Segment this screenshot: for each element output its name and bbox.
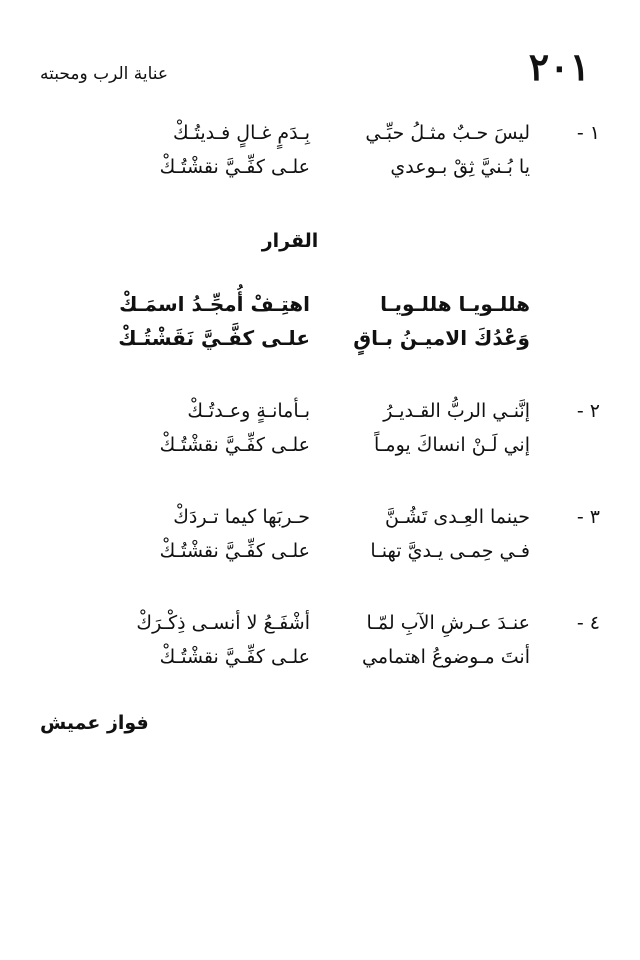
verse-line <box>40 326 600 360</box>
verse-number: ٢ - <box>576 400 600 422</box>
stanza-3 <box>40 506 600 574</box>
verse-number: ١ - <box>576 122 600 144</box>
stanza-1 <box>40 122 600 190</box>
first-hemistich: إنَّنـي الربُّ القـديـرُ <box>383 400 530 422</box>
page-header <box>40 44 590 94</box>
running-title: عناية الرب ومحبته <box>40 64 169 84</box>
author-name: فواز عميش <box>40 712 149 734</box>
first-hemistich: وَعْدُكَ الاميـنُ بـاقٍ <box>353 326 530 350</box>
verse-line <box>40 506 600 540</box>
second-hemistich: علـى كفَّـيَّ نَقَشْتُـكْ <box>118 326 310 350</box>
verse-line <box>40 646 600 680</box>
first-hemistich: إني لَـنْ انساكَ يومـاً <box>374 434 530 456</box>
stanza-4 <box>40 612 600 680</box>
verse-line <box>40 400 600 434</box>
first-hemistich: فـي حِمـى يـديَّ تهنـا <box>370 540 530 562</box>
second-hemistich: بِـدَمٍ غـالٍ فـديتُـكْ <box>173 122 310 144</box>
verse-line <box>40 434 600 468</box>
second-hemistich: حـربَها كيما تـردَكْ <box>173 506 310 528</box>
second-hemistich: علـى كفِّـيَّ نقشْتُـكْ <box>159 434 310 456</box>
second-hemistich: أشْفَـعُ لا أنسـى ذِكْـرَكْ <box>136 612 310 634</box>
second-hemistich: علـى كفِّـيَّ نقشْتُـكْ <box>159 646 310 668</box>
second-hemistich: علـى كفِّـيَّ نقشْتُـكْ <box>159 540 310 562</box>
verse-line <box>40 540 600 574</box>
verse-number: ٣ - <box>576 506 600 528</box>
verse-line <box>40 292 600 326</box>
first-hemistich: ليسَ حـبٌ مثـلُ حبِّـي <box>365 122 530 144</box>
second-hemistich: اهتِـفْ أُمجِّـدُ اسمَـكْ <box>119 292 310 316</box>
verse-number: ٤ - <box>576 612 600 634</box>
verse-line <box>40 122 600 156</box>
first-hemistich: يا بُـنيَّ ثِقْ بـوعدي <box>390 156 530 178</box>
second-hemistich: علـى كفِّـيَّ نقشْتُـكْ <box>159 156 310 178</box>
refrain <box>40 292 600 360</box>
stanza-2 <box>40 400 600 468</box>
first-hemistich: حينما العِـدى تَشُـنَّ <box>385 506 530 528</box>
verse-line <box>40 612 600 646</box>
first-hemistich: أنتَ مـوضوعُ اهتمامي <box>362 646 530 668</box>
verse-line <box>40 156 600 190</box>
first-hemistich: هللـويـا هللـويـا <box>380 292 530 316</box>
first-hemistich: عنـدَ عـرشِ الآبِ لمّـا <box>366 612 530 634</box>
refrain-title: القرار <box>261 230 319 252</box>
second-hemistich: بـأمانـةٍ وعـدتُـكْ <box>187 400 310 422</box>
page-number: ٢٠١ <box>528 44 590 89</box>
